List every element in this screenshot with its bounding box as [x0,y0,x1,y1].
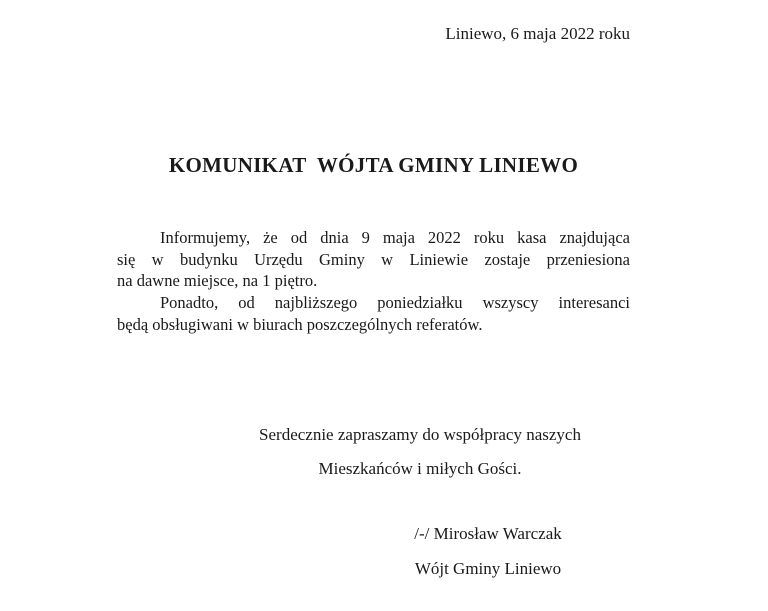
signature-role: Wójt Gminy Liniewo [414,559,562,578]
paragraph1-line3: na dawne miejsce, na 1 piętro. [117,271,318,291]
paragraph1-line2: się w budynku Urzędu Gminy w Liniewie zostaje przeniesiona [117,249,630,269]
date-line: Liniewo, 6 maja 2022 roku [445,24,630,43]
paragraph2-line2: będą obsługiwani w biurach poszczególnych referatów. [117,314,483,334]
signature-name: /-/ Mirosław Warczak [414,524,562,543]
signature-block [348,516,628,586]
closing-line2: Mieszkańców i miłych Gości. [318,459,522,478]
paragraph2-line1: Ponadto, od najbliższego poniedziałku wszyscy interesanci [160,293,630,313]
closing-line1: Serdecznie zapraszamy do współpracy naszych [259,425,581,444]
closing-text [210,418,630,486]
body-text [117,227,630,336]
paragraph1-line1: Informujemy, że od dnia 9 maja 2022 roku kasa znajdująca [160,228,630,247]
document-title: KOMUNIKAT WÓJTA GMINY LINIEWO [168,153,579,177]
